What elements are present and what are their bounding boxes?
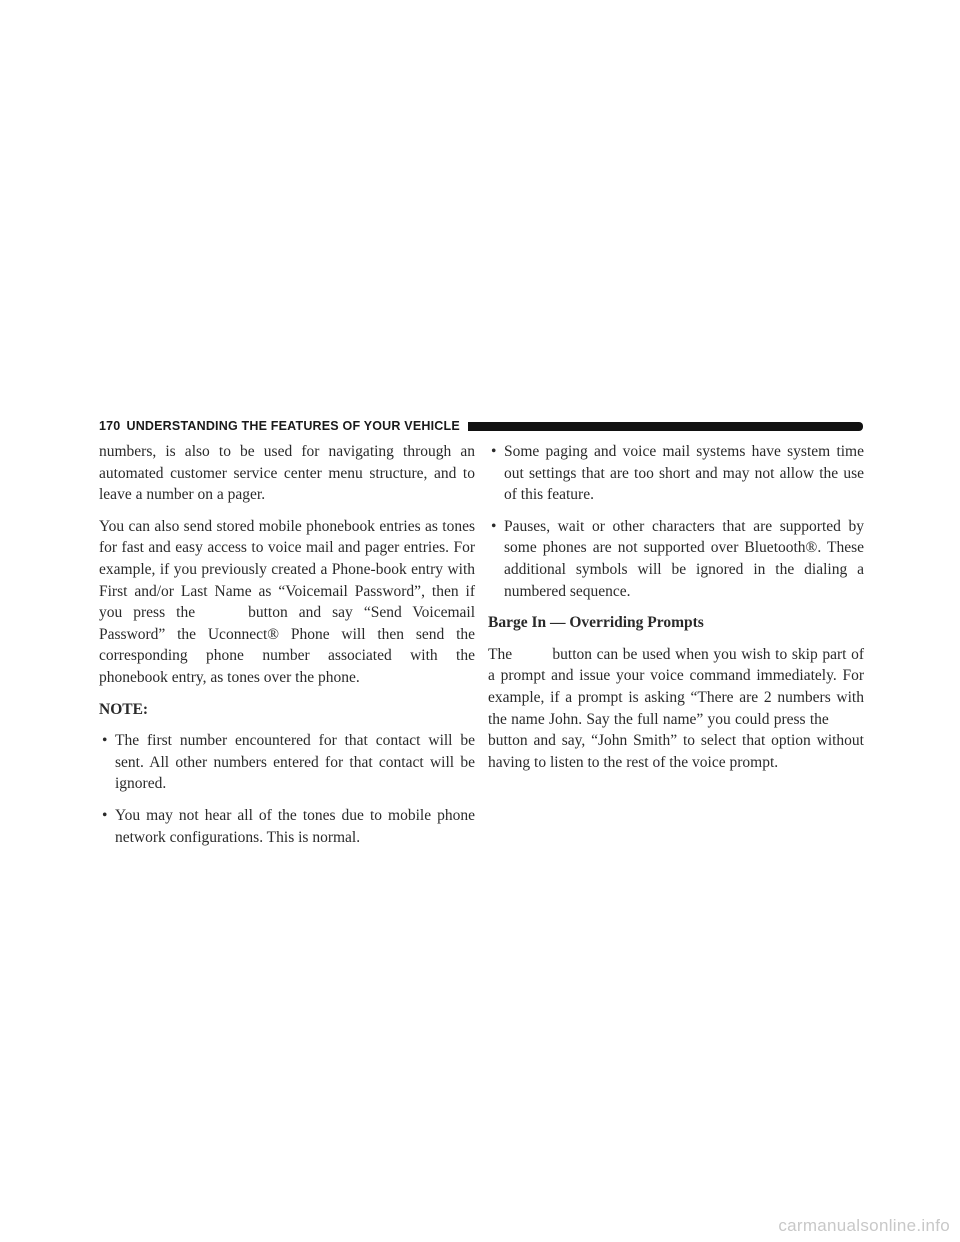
list-item <box>488 516 864 602</box>
left-column <box>99 441 475 858</box>
list-item-text: You may not hear all of the tones due to mobile phone network configurations. This is normal. <box>115 806 475 846</box>
list-item <box>99 805 475 848</box>
list-item <box>488 441 864 506</box>
right-column <box>488 441 864 783</box>
note-list-continued <box>488 441 864 602</box>
bullet-icon: • <box>102 806 108 824</box>
list-item-text: The first number encountered for that contact will be sent. All other numbers entered for that contact will be ignored. <box>115 732 475 793</box>
body-paragraph: You can also send stored mobile phonebook entries as tones for fast and easy access to voice mail and pager entries. For example, if you previously created a Phone-book entry with First and/or Last Name as “Voicemail Password”, then if you press the button and say “Send Voicemail Password” the Uconnect® Phone will then send the corresponding phone number associated with the phonebook entry, as tones over the phone. <box>99 517 475 686</box>
list-item <box>99 730 475 795</box>
note-list <box>99 730 475 848</box>
page-number: 170 <box>99 419 121 433</box>
watermark: carmanualsonline.info <box>778 1216 950 1235</box>
list-item-text: Some paging and voice mail systems have system time out settings that are too short and may not allow the use of this feature. <box>504 443 864 504</box>
bullet-icon: • <box>491 443 497 460</box>
body-paragraph: The button can be used when you wish to skip part of a prompt and issue your voice command immediately. For example, if a prompt is asking “There are 2 numbers with the name John. Say the full name” you could press the button and say, “John Smith” to select that option without having to listen to the rest of the voice prompt. <box>488 645 864 771</box>
bullet-icon: • <box>102 732 108 750</box>
body-paragraph: numbers, is also to be used for navigating through an automated customer service center menu structure, and to leave a number on a pager. <box>99 443 475 504</box>
note-heading: NOTE: <box>99 700 149 718</box>
list-item-text: Pauses, wait or other characters that are supported by some phones are not supported over Bluetooth®. These additional symbols will be ignored in the dialing a numbered sequence. <box>504 517 864 600</box>
bullet-icon: • <box>491 517 497 535</box>
section-title: UNDERSTANDING THE FEATURES OF YOUR VEHICLE <box>126 419 460 433</box>
section-subheading: Barge In — Overriding Prompts <box>488 614 704 632</box>
page-header <box>99 416 863 436</box>
header-rule <box>468 422 863 431</box>
